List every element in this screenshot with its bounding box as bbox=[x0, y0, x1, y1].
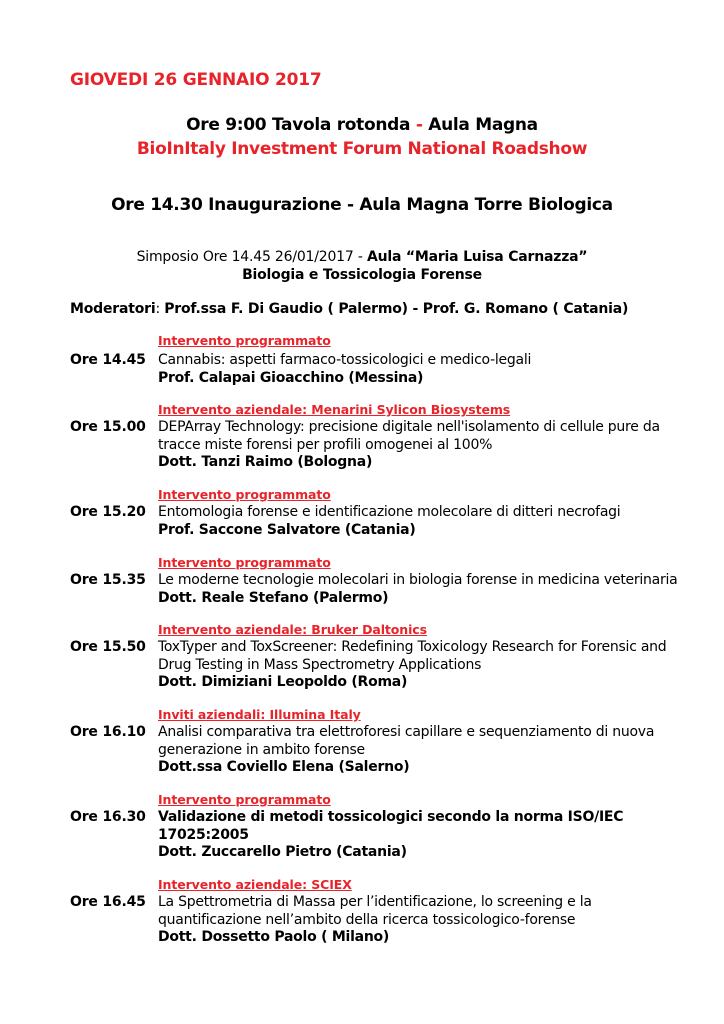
talk-kind: Intervento programmato bbox=[158, 487, 331, 502]
talk-speaker: Dott. Dossetto Paolo ( Milano) bbox=[158, 929, 390, 945]
talk-kind: Intervento aziendale: SCIEX bbox=[158, 877, 352, 892]
talk-kind: Intervento aziendale: Menarini Sylicon Biosystems bbox=[158, 402, 511, 417]
talk-title-line: Entomologia forense e identificazione molecolare di ditteri necrofagi bbox=[158, 504, 621, 520]
talk-title-line: quantificazione nell’ambito della ricerca tossicologico-forense bbox=[158, 911, 576, 928]
talk-time: Ore 14.45 bbox=[70, 352, 146, 368]
talk-title-line: Drug Testing in Mass Spectrometry Applications bbox=[158, 656, 482, 673]
moderators-label: Moderatori bbox=[70, 301, 156, 317]
talk-time: Ore 15.35 bbox=[70, 572, 146, 588]
symposium-prefix: Simposio Ore 14.45 26/01/2017 - bbox=[136, 249, 367, 265]
forum-title: BioInItaly Investment Forum National Roadshow bbox=[136, 139, 588, 159]
talk-title-line: ToxTyper and ToxScreener: Redefining Toxicology Research for Forensic and bbox=[158, 639, 667, 655]
talk-time: Ore 15.20 bbox=[70, 504, 146, 520]
talk-title-line: Validazione di metodi tossicologici secondo la norma ISO/IEC bbox=[158, 809, 624, 825]
talk-body bbox=[158, 894, 678, 947]
talk-title-line: DEPArray Technology: precisione digitale nell'isolamento di cellule pure da bbox=[158, 419, 660, 435]
talk-kind: Inviti aziendali: Illumina Italy bbox=[158, 707, 361, 722]
symposium-aula: Aula “Maria Luisa Carnazza” bbox=[366, 249, 588, 265]
talk-title-line: Analisi comparativa tra elettroforesi capillare e sequenziamento di nuova bbox=[158, 724, 655, 740]
day-title: GIOVEDI 26 GENNAIO 2017 bbox=[70, 70, 322, 90]
talk-body bbox=[158, 572, 678, 607]
talk-title-line: Cannabis: aspetti farmaco-tossicologici e medico-legali bbox=[158, 352, 532, 368]
talk-speaker: Dott. Dimiziani Leopoldo (Roma) bbox=[158, 674, 408, 690]
talk-kind: Intervento programmato bbox=[158, 555, 331, 570]
talk-title-line: 17025:2005 bbox=[158, 826, 249, 843]
talk-time: Ore 15.00 bbox=[70, 419, 146, 435]
session-round-table-place: Aula Magna bbox=[428, 115, 538, 135]
symposium-subtitle: Biologia e Tossicologia Forense bbox=[242, 267, 482, 283]
talk-time: Ore 16.30 bbox=[70, 809, 146, 825]
moderators-colon: : bbox=[155, 301, 165, 317]
session-round-table bbox=[0, 115, 724, 135]
talk-time: Ore 16.10 bbox=[70, 724, 146, 740]
talk-body bbox=[158, 809, 678, 862]
talk-title-line: tracce miste forensi per profili omogenei al 100% bbox=[158, 436, 493, 453]
talk-kind: Intervento programmato bbox=[158, 792, 331, 807]
talk-body bbox=[158, 504, 678, 539]
moderators bbox=[70, 301, 628, 317]
talk-body bbox=[158, 419, 678, 472]
session-round-table-time: Ore 9:00 Tavola rotonda bbox=[186, 115, 411, 135]
talk-body bbox=[158, 639, 678, 692]
talk-kind: Intervento programmato bbox=[158, 333, 331, 348]
talk-body bbox=[158, 724, 678, 777]
talk-speaker: Dott. Tanzi Raimo (Bologna) bbox=[158, 454, 373, 470]
talk-time: Ore 15.50 bbox=[70, 639, 146, 655]
talk-speaker: Prof. Saccone Salvatore (Catania) bbox=[158, 521, 416, 538]
talk-speaker: Dott.ssa Coviello Elena (Salerno) bbox=[158, 759, 410, 775]
talk-title-line: Le moderne tecnologie molecolari in biologia forense in medicina veterinaria bbox=[158, 572, 678, 588]
session-dash: - bbox=[415, 115, 423, 135]
symposium-line bbox=[0, 249, 724, 265]
talk-kind: Intervento aziendale: Bruker Daltonics bbox=[158, 622, 427, 637]
talk-time: Ore 16.45 bbox=[70, 894, 146, 910]
talk-speaker: Prof. Calapai Gioacchino (Messina) bbox=[158, 369, 424, 386]
talk-body bbox=[158, 352, 678, 387]
talk-title-line: generazione in ambito forense bbox=[158, 741, 365, 758]
moderators-names: Prof.ssa F. Di Gaudio ( Palermo) - Prof. G. Romano ( Catania) bbox=[164, 301, 629, 317]
talk-title-line: La Spettrometria di Massa per l’identificazione, lo screening e la bbox=[158, 894, 592, 910]
talk-speaker: Dott. Zuccarello Pietro (Catania) bbox=[158, 844, 407, 860]
talk-speaker: Dott. Reale Stefano (Palermo) bbox=[158, 589, 389, 606]
session-inauguration: Ore 14.30 Inaugurazione - Aula Magna Torre Biologica bbox=[111, 195, 613, 215]
